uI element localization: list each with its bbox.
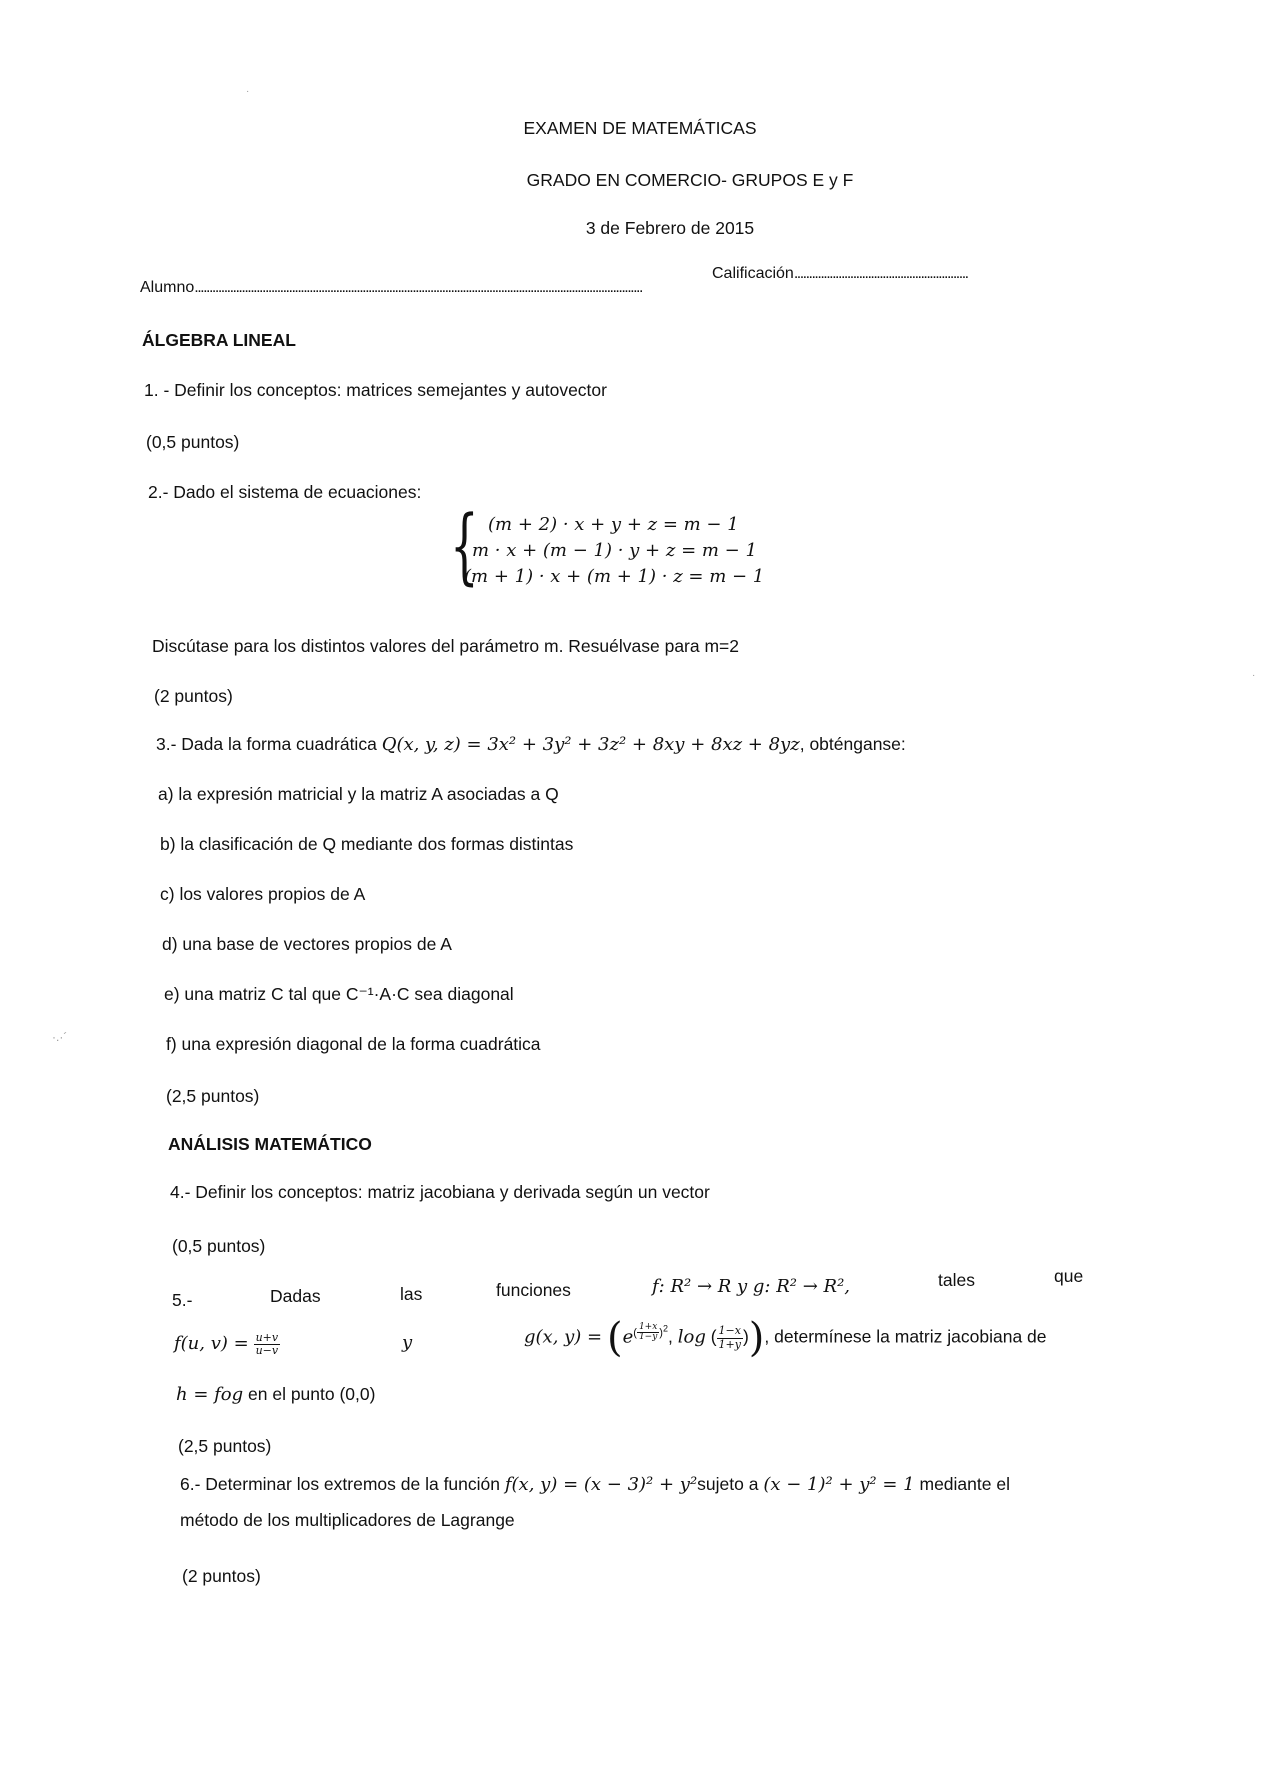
question-3-item-b: b) la clasificación de Q mediante dos formas distintas [160,834,574,854]
g-lhs: g(x, y) = [524,1326,603,1348]
question-5-points: (2,5 puntos) [178,1436,272,1456]
h-definition: h = fog [176,1384,244,1405]
question-4-text: 4.- Definir los conceptos: matriz jacobiana y derivada según un vector [170,1182,710,1202]
question-6-line-1 [180,1474,1010,1496]
student-field [140,278,642,297]
scan-speck: · [1252,670,1256,681]
question-3-points: (2,5 puntos) [166,1086,260,1106]
g-log-numerator: 1−x [718,1324,741,1338]
question-5-word-que: que [1054,1266,1084,1286]
exam-date: 3 de Febrero de 2015 [585,218,755,238]
g-exp-denominator: 1−y [638,1332,658,1343]
question-3-item-a: a) la expresión matricial y la matriz A asociadas a Q [158,784,559,804]
student-dots: ........................................................................................................................................................ [194,279,642,296]
right-paren-icon: ) [748,1315,765,1361]
question-4-points: (0,5 puntos) [172,1236,266,1256]
f-fraction [254,1332,281,1357]
question-3-intro-end: , obténganse: [799,734,906,754]
section-heading-algebra: ÁLGEBRA LINEAL [142,330,296,350]
h-tail: en el punto (0,0) [243,1384,376,1404]
grade-label: Calificación [712,265,794,282]
scan-speck: ·.·´ [52,1030,68,1044]
g-log-denominator: 1+y [718,1337,741,1351]
function-g-definition: g(x, $y) = (e^{( \frac{1+x}{1-y} )^2}$, log ( $\frac{1-x}{1+y}$ )), determínese la matriz jacobiana de [524,1315,1047,1361]
left-paren-icon: ( [607,1315,623,1361]
question-5-word-funciones: funciones [496,1280,571,1300]
question-2-instruction: Discútase para los distintos valores del parámetro m. Resuélvase para m=2 [152,636,740,656]
question-3-line [156,734,906,756]
question-5-word-tales: tales [938,1270,975,1290]
equation-system [450,499,780,602]
question-6-mid: sujeto a [697,1474,759,1494]
equation-1: (m + 2) · x + y + z = m − 1 [488,514,739,535]
function-h-line [176,1384,375,1406]
question-3-item-e: e) una matriz C tal que C⁻¹·A·C sea diagonal [164,984,514,1004]
question-5-word-las: las [400,1284,423,1304]
constraint-function: (x − 1)² + y² = 1 [763,1474,915,1495]
question-3-item-f: f) una expresión diagonal de la forma cuadrática [166,1034,541,1054]
g-exp-numerator: 1+x [638,1321,658,1332]
question-5-number: 5.- [172,1290,193,1310]
f-denominator: u−v [255,1344,279,1358]
exam-title: EXAMEN DE MATEMÁTICAS [523,118,757,138]
g-e: e [622,1326,634,1348]
left-brace-icon: { [450,499,479,594]
question-2-text: 2.- Dado el sistema de ecuaciones: [148,482,422,502]
f-numerator: u+v [255,1331,279,1344]
function-f-definition [174,1332,280,1357]
question-3-item-d: d) una base de vectores propios de A [162,934,452,954]
equation-3: (m + 1) · x + (m + 1) · z = m − 1 [464,566,765,587]
exam-subtitle: GRADO EN COMERCIO- GRUPOS E y F [526,170,854,190]
question-6-line-2: método de los multiplicadores de Lagrange [180,1510,515,1530]
question-5-signature: f: R² → R y g: R² → R², [652,1276,850,1297]
equation-2: m · x + (m − 1) · y + z = m − 1 [472,540,757,561]
objective-function: f(x, y) = (x − 3)² + y² [504,1474,698,1495]
question-5-tail: , determínese la matriz jacobiana de [764,1326,1047,1347]
grade-dots: ........................................................... [793,265,968,282]
question-3-item-c: c) los valores propios de A [160,884,366,904]
g-exponent: ( 1+x 1−y )2 [633,1321,668,1343]
quadratic-form-formula: Q(x, y, z) = 3x² + 3y² + 3z² + 8xy + 8xz + 8yz [381,734,800,755]
question-1-text: 1. - Definir los conceptos: matrices semejantes y autovector [144,380,607,400]
question-2-points: (2 puntos) [154,686,233,706]
question-3-intro: 3.- Dada la forma cuadrática [156,734,377,754]
question-1-points: (0,5 puntos) [146,432,240,452]
question-5-word-dadas: Dadas [270,1286,321,1306]
question-6-points: (2 puntos) [182,1566,261,1586]
g-log: log [677,1326,706,1348]
question-6-intro: 6.- Determinar los extremos de la función [180,1474,500,1494]
question-6-end: mediante el [919,1474,1010,1494]
f-lhs: f(u, v) = [174,1333,249,1355]
scan-speck: · [246,86,250,97]
section-heading-analysis: ANÁLISIS MATEMÁTICO [168,1134,372,1154]
question-5-y: y [402,1332,413,1353]
grade-field [712,264,968,283]
student-label: Alumno [140,279,195,296]
